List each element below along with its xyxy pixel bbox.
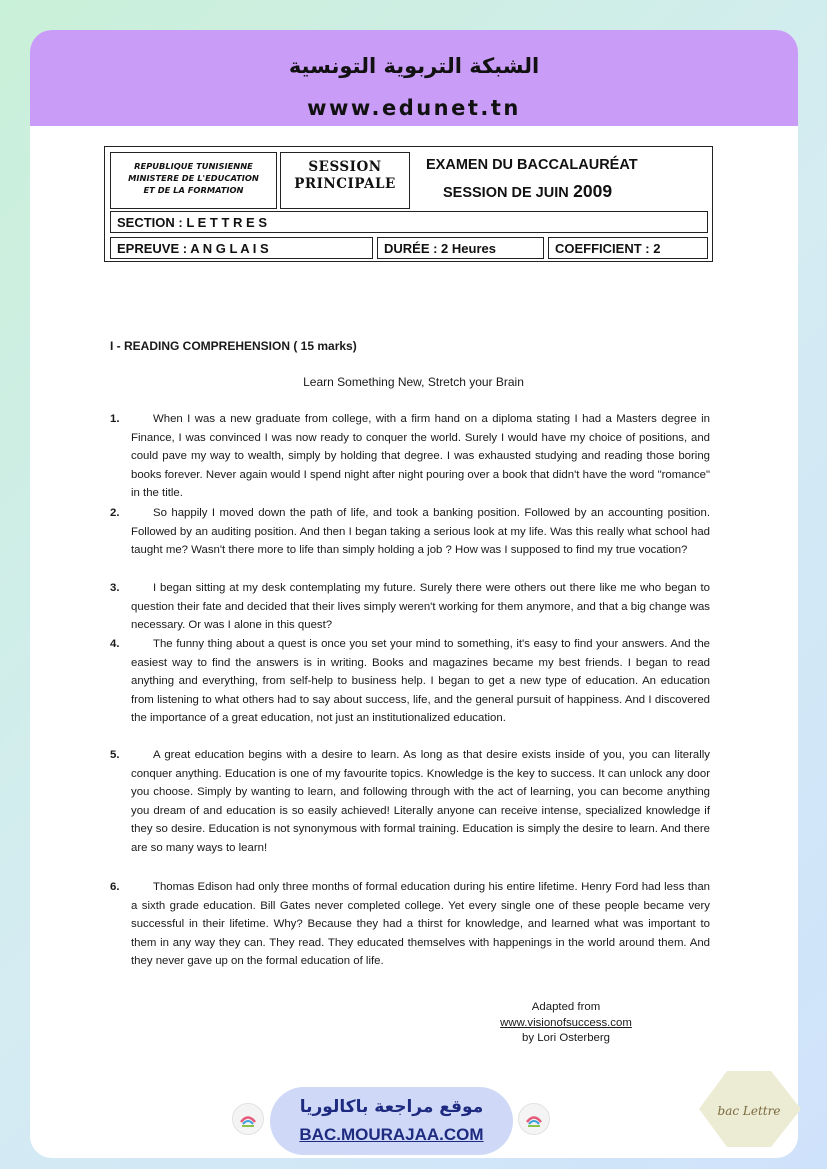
paragraph-text: I began sitting at my desk contemplating my future. Surely there were others out there like me who began to question their fate and decided that their lives simply weren't working for them anymore, and that a big change was necessary. Or was I alone in this quest? (131, 582, 710, 632)
paragraph-number: 5. (110, 749, 120, 761)
credit-author: by Lori Osterberg (522, 1032, 610, 1044)
duree-box (377, 237, 544, 259)
exam-session-prefix: SESSION DE JUIN (443, 185, 569, 201)
session-box (280, 152, 410, 209)
epreuve-box (110, 237, 373, 259)
bac-lettre-badge-icon (697, 1069, 801, 1149)
section-title: I - READING COMPREHENSION ( 15 marks) (110, 339, 357, 353)
paragraph-number: 6. (110, 881, 120, 893)
exam-title: EXAMEN DU BACCALAURÉAT (426, 157, 638, 173)
right-logo-icon (518, 1103, 550, 1135)
pill-arabic-site: موقع مراجعة باكالوريا (299, 1097, 484, 1117)
republic-box (110, 152, 277, 209)
duree-label: DURÉE : 2 Heures (384, 241, 496, 256)
paragraph-text: The funny thing about a quest is once you set your mind to something, it's easy to find your answers. And the easiest way to find the answers is in writing. Books and magazines became my best friends. I began to read anything and everything, from self-help to business help. I began to get a new type of education. An education from listening to what others had to say about success, life, and the general pursuit of happiness. And I discovered the importance of a great education, not just an institutionalized education. (131, 638, 710, 725)
exam-title-block (413, 152, 709, 209)
paragraph-number: 3. (110, 582, 120, 594)
source-credit (486, 1000, 646, 1047)
paragraph-6 (110, 878, 710, 971)
paragraph-number: 4. (110, 638, 120, 650)
section-box (110, 211, 708, 233)
exam-header (104, 146, 713, 262)
republic-line-1: REPUBLIQUE TUNISIENNE (134, 161, 253, 171)
exam-session (443, 181, 612, 202)
text-title: Learn Something New, Stretch your Brain (303, 375, 524, 389)
banner-arabic-title: الشبكة التربوية التونسية (288, 54, 540, 78)
left-logo-icon (232, 1103, 264, 1135)
paragraph-1 (110, 410, 710, 503)
site-pill[interactable] (270, 1087, 513, 1155)
paragraph-text: So happily I moved down the path of life, and took a banking position. Followed by an accounting position. Followed by an auditing position. And then I began taking a serious look at my life. Was this really what school had taught me? Wasn't there more to life than simply holding a job ? How was I supposed to find my true vocation? (131, 507, 710, 557)
exam-year: 2009 (573, 181, 613, 201)
republic-line-3: ET DE LA FORMATION (143, 185, 244, 195)
paragraph-number: 1. (110, 413, 120, 425)
badge-text: bac Lettre (717, 1104, 781, 1118)
paragraph-4 (110, 635, 710, 728)
paragraph-text: When I was a new graduate from college, with a firm hand on a diploma stating I had a Masters degree in Finance, I was convinced I was now ready to conquer the world. Surely I would have my choice of positions, and could pave my way to wealth, simply by holding that degree. I was exhausted studying and reading those boring books forever. Never again would I spend night after night pouring over a book that didn't have the word "romance" in the title. (131, 413, 710, 500)
banner-url[interactable]: www.edunet.tn (307, 96, 521, 120)
paragraph-5 (110, 746, 710, 858)
epreuve-label: EPREUVE : A N G L A I S (117, 241, 269, 256)
coefficient-label: COEFFICIENT : 2 (555, 241, 661, 256)
paragraph-number: 2. (110, 507, 120, 519)
republic-line-2: MINISTERE DE L'EDUCATION (128, 173, 259, 183)
pill-site-url[interactable]: BAC.MOURAJAA.COM (299, 1125, 484, 1144)
credit-adapted: Adapted from (531, 1001, 601, 1013)
paragraph-text: A great education begins with a desire to learn. As long as that desire exists inside of you, you can literally conquer anything. Education is one of my favourite topics. Knowledge is the key to success. It can unlock any door you choose. Simply by wanting to learn, and following through with the act of learning, you can become anything you dream of and education is so easily achieved! Literally anyone can receive intense, specialized knowledge if they so desire. Education is not synonymous with formal training. Education is simply the desire to learn. And there are so many ways to learn! (131, 749, 710, 854)
credit-url[interactable]: www.visionofsuccess.com (500, 1016, 632, 1029)
paragraph-3 (110, 579, 710, 635)
coefficient-box (548, 237, 708, 259)
paragraph-2 (110, 504, 710, 560)
section-label: SECTION : L E T T R E S (117, 215, 267, 230)
top-banner (30, 30, 798, 126)
session-line-2: PRINCIPALE (294, 176, 396, 192)
paragraph-text: Thomas Edison had only three months of formal education during his entire lifetime. Henry Ford had less than a sixth grade education. Bill Gates never completed college. Yet every single one of these people became very successful in their lifetime. Why? Because they had a thirst for knowledge, and learned what was important to them in any way they can. They read. They educated themselves with happenings in the world around them. And they never gave up on the formal education of life. (131, 881, 710, 968)
session-line-1: SESSION (308, 159, 382, 175)
